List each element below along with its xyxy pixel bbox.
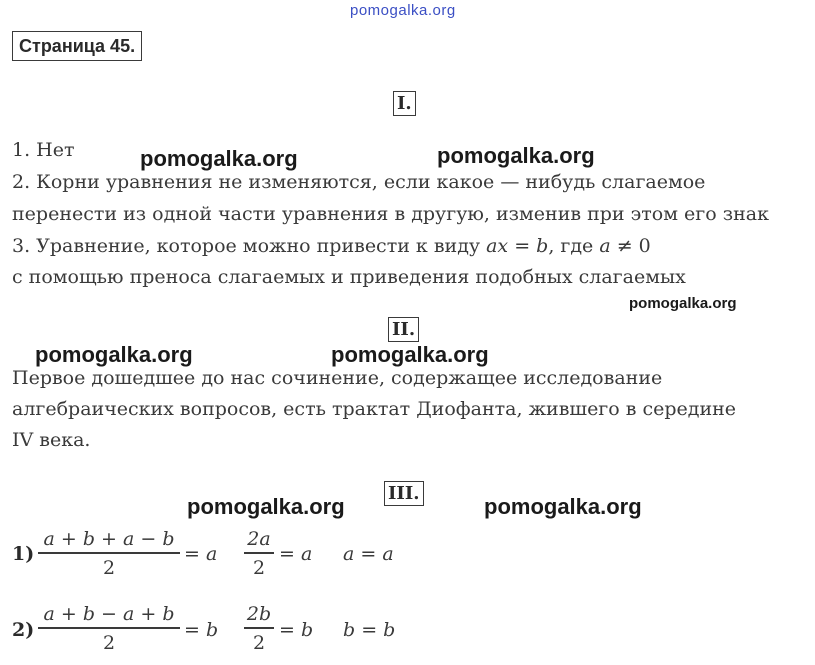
history-line-3: IV века. <box>12 429 91 451</box>
answer-line-5: с помощью преноса слагаемых и приведения подобных слагаемых <box>12 266 686 288</box>
math-ax: ax <box>486 235 509 257</box>
equation-2-label: 2) <box>12 619 35 641</box>
equation-1-denominator-1: 2 <box>102 556 116 579</box>
section-heading-2: II. <box>388 317 419 342</box>
answer-line-4-text2: , где <box>548 235 600 257</box>
watermark-overlay: pomogalka.org <box>140 146 298 171</box>
history-line-2: алгебраических вопросов, есть трактат Диофанта, жившего в середине <box>12 398 737 420</box>
equation-2-denominator-1: 2 <box>102 631 116 654</box>
equation-1-result-1: = a <box>184 543 218 565</box>
equation-2-fraction-2 <box>244 601 274 657</box>
watermark-overlay: pomogalka.org <box>187 494 345 519</box>
equation-2-fraction-1 <box>38 601 180 657</box>
watermark-overlay: pomogalka.org <box>35 342 193 367</box>
answer-line-1: 1. Нет <box>12 139 75 161</box>
equation-2-numerator-1: a + b − a + b <box>43 603 175 625</box>
watermark-top[interactable]: pomogalka.org <box>350 2 456 19</box>
watermark-overlay-small: pomogalka.org <box>629 295 737 312</box>
math-b: b <box>536 235 549 257</box>
equation-1-result-2: = a <box>279 543 313 565</box>
history-line-1: Первое дошедшее до нас сочинение, содержащее исследование <box>12 367 663 389</box>
math-neq-zero: ≠ 0 <box>610 235 651 257</box>
math-a: a <box>599 235 611 257</box>
section-heading-1: I. <box>393 91 416 116</box>
equation-1-final: a = a <box>343 543 394 565</box>
equation-1-label: 1) <box>12 543 35 565</box>
equation-1-numerator-1: a + b + a − b <box>43 528 175 550</box>
equation-1-numerator-2: 2a <box>247 528 271 550</box>
equation-2-denominator-2: 2 <box>252 631 266 654</box>
equation-1-fraction-2 <box>244 526 274 582</box>
equation-2-final: b = b <box>343 619 396 641</box>
watermark-overlay: pomogalka.org <box>437 143 595 168</box>
answer-line-2: 2. Корни уравнения не изменяются, если какое — нибудь слагаемое <box>12 171 706 193</box>
section-heading-3: III. <box>384 481 424 506</box>
answer-line-4-text: 3. Уравнение, которое можно привести к виду <box>12 235 487 257</box>
page-title: Страница 45. <box>12 31 142 61</box>
watermark-overlay: pomogalka.org <box>484 494 642 519</box>
equation-2-numerator-2: 2b <box>246 603 272 625</box>
answer-line-4 <box>12 235 651 257</box>
equation-2-result-2: = b <box>279 619 314 641</box>
equation-1-denominator-2: 2 <box>252 556 266 579</box>
watermark-overlay: pomogalka.org <box>331 342 489 367</box>
answer-line-3: перенести из одной части уравнения в другую, изменив при этом его знак <box>12 203 769 225</box>
math-equals: = <box>508 235 537 257</box>
equation-1-fraction-1 <box>38 526 180 582</box>
equation-2-result-1: = b <box>184 619 219 641</box>
